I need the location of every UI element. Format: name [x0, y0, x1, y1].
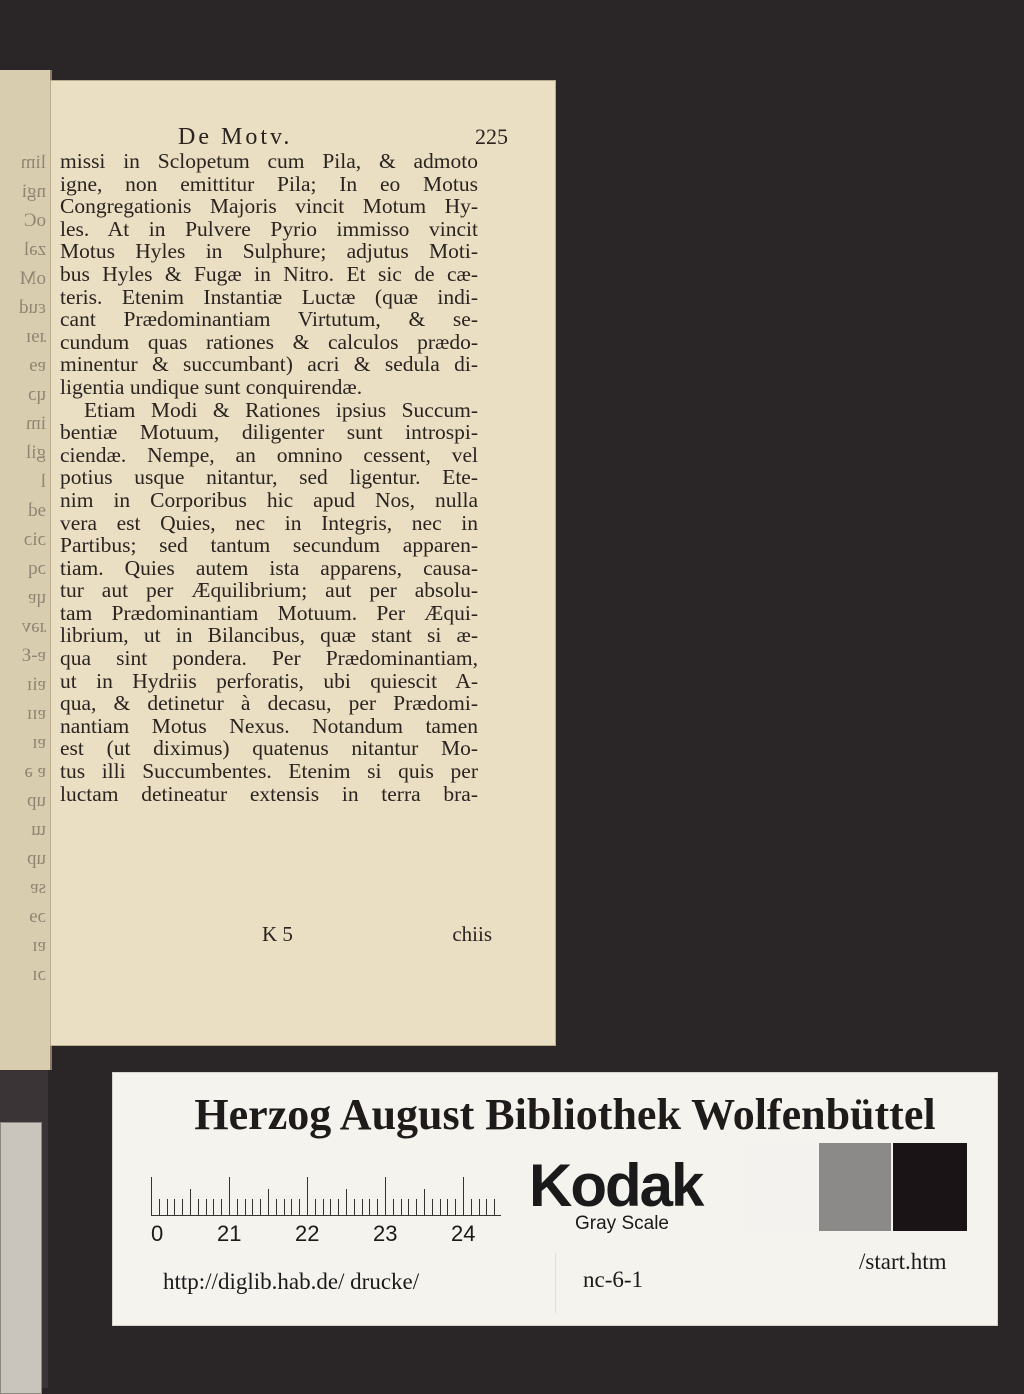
ruler-tick [323, 1199, 324, 1215]
left-page-fragment: ɐ ǝ [24, 761, 46, 782]
book-cover-edge [0, 1070, 48, 1388]
text-line: les. At in Pulvere Pyrio immisso vincit [60, 216, 478, 241]
swatch-white [743, 1143, 817, 1231]
left-page-fragment: oM [19, 268, 46, 289]
left-page-fragment: ɐɪɪ [27, 703, 46, 724]
item-id: nc-6-1 [583, 1267, 644, 1292]
ruler-number: 22 [295, 1221, 320, 1246]
running-title: De Motv. [178, 124, 293, 150]
text-line: tus illi Succumbentes. Etenim si quis per [60, 759, 478, 784]
left-page-fragment: sɐ [30, 877, 46, 898]
body-text [60, 150, 478, 805]
text-line: tur aut per Æquilibrium; aut per absolu- [60, 578, 478, 603]
text-line: ut in Hydriis perforatis, ubi quiescit A- [60, 668, 478, 693]
ruler-tick [159, 1199, 160, 1215]
left-page-fragment: ɔiɔ [23, 529, 46, 550]
color-calibration-card [112, 1072, 998, 1326]
text-line: luctam detineatur extensis in terra bra- [60, 781, 478, 806]
left-page-fragment: ngi [21, 181, 46, 202]
ruler-tick [291, 1199, 292, 1215]
ruler-number: 23 [373, 1221, 398, 1246]
kodak-logo: Kodak [529, 1152, 703, 1219]
ruler-tick [190, 1189, 191, 1215]
ruler-tick [377, 1199, 378, 1215]
ruler-tick [479, 1199, 480, 1215]
left-page-fragment: ɥɐ [28, 587, 46, 608]
left-page-fragment: l [40, 471, 46, 492]
ruler-tick [424, 1189, 425, 1215]
left-page-fragment: oC [23, 210, 46, 231]
text-line: ligentia undique sunt conquirendæ. [60, 374, 363, 399]
ruler-tick [182, 1199, 183, 1215]
ruler-tick [151, 1177, 152, 1215]
text-line: nantiam Motus Nexus. Notandum tamen [60, 713, 478, 738]
divider [555, 1253, 556, 1313]
ruler-number: 21 [217, 1221, 242, 1246]
ruler-tick [393, 1199, 394, 1215]
ruler-tick [268, 1189, 269, 1215]
text-line: cundum quas rationes & calculos prædo- [60, 329, 478, 354]
signature-mark: K 5 [262, 922, 293, 946]
left-page-fragment: zəl [23, 239, 46, 260]
text-line: nim in Corporibus hic apud Nos, nulla [60, 487, 478, 512]
text-line: bus Hyles & Fugæ in Nitro. Et sic de cæ- [60, 261, 478, 286]
text-line: Etiam Modi & Rationes ipsius Succum- [84, 397, 478, 422]
ruler-tick [284, 1199, 285, 1215]
left-page-fragment: ɐɘ [29, 355, 46, 376]
text-line: qua sint pondera. Per Prædominantiam, [60, 646, 478, 671]
left-page-fragment: up [27, 848, 46, 869]
text-line: minentur & succumbant) acri & sedula di- [60, 352, 478, 377]
ruler-tick [463, 1177, 464, 1215]
left-page-fragment: ɘd [28, 500, 46, 521]
ruler-tick [245, 1199, 246, 1215]
text-line: tam Prædominantiam Motuum. Per Æqui- [60, 600, 478, 625]
ruler-tick [299, 1199, 300, 1215]
left-page-fragment: ɔq [28, 558, 46, 579]
left-page-fragment: ɔɘ [29, 906, 46, 927]
swatch-gray [819, 1143, 891, 1231]
ruler-tick [206, 1199, 207, 1215]
gray-scale-label: Gray Scale [575, 1213, 669, 1234]
ruler-tick [213, 1199, 214, 1215]
ruler-tick [401, 1199, 402, 1215]
ruler-tick [330, 1199, 331, 1215]
ruler-tick [198, 1199, 199, 1215]
ruler-tick [416, 1199, 417, 1215]
text-line: qua, & detinetur à decasu, per Prædomi- [60, 691, 478, 716]
text-line: cant Prædominantiam Virtutum, & se- [60, 307, 478, 332]
text-line: ciendæ. Nempe, an omnino cessent, vel [60, 442, 478, 467]
left-page-fragment: ɐɪ [32, 732, 46, 753]
left-page-fragment: ɹɘɪ [25, 326, 46, 347]
text-line: Congregationis Majoris vincit Motum Hy- [60, 194, 478, 219]
left-page-fragment: lim [20, 152, 46, 173]
text-line: Partibus; sed tantum secundum apparen- [60, 533, 478, 558]
ruler-tick [362, 1199, 363, 1215]
ruler-tick [432, 1199, 433, 1215]
left-page-edge [0, 70, 52, 1070]
ruler-tick [315, 1199, 316, 1215]
page-footer [262, 922, 492, 948]
text-line: bentiæ Motuum, diligenter sunt introspi- [60, 420, 478, 445]
ruler-tick [260, 1199, 261, 1215]
ruler-tick [369, 1199, 370, 1215]
ruler-tick [440, 1199, 441, 1215]
library-name: Herzog August Bibliothek Wolfenbüttel [194, 1090, 936, 1139]
catchword: chiis [452, 922, 492, 946]
ruler-tick [408, 1199, 409, 1215]
ruler [151, 1177, 501, 1249]
left-page-fragment: ɥɔ [28, 384, 46, 405]
digital-library-url: http://diglib.hab.de/ drucke/ [163, 1269, 420, 1294]
ruler-tick [276, 1199, 277, 1215]
left-page-fragment: up [27, 790, 46, 811]
text-line: teris. Etenim Instantiæ Luctæ (quæ indi- [60, 284, 478, 309]
ruler-tick [338, 1199, 339, 1215]
text-line: vera est Quies, nec in Integris, nec in [60, 510, 478, 535]
ruler-tick [385, 1177, 386, 1215]
left-page-fragment: ɛud [19, 297, 46, 318]
paper-slip [0, 1122, 42, 1394]
text-line: missi in Sclopetum cum Pila, & admoto [60, 149, 478, 173]
swatch-black [893, 1143, 967, 1231]
start-path: /start.htm [859, 1249, 947, 1274]
ruler-tick [252, 1199, 253, 1215]
ruler-tick [486, 1199, 487, 1215]
left-page-fragment: ɯ [31, 819, 46, 840]
left-page-fragment: ɐiɪ [27, 674, 46, 695]
left-page-fragment: ɐ-Ɛ [21, 645, 46, 666]
text-line: est (ut diximus) quatenus nitantur Mo- [60, 736, 478, 761]
ruler-tick [354, 1199, 355, 1215]
text-line: potius usque nitantur, sed ligentur. Ete- [60, 465, 478, 490]
text-line: Motus Hyles in Sulphure; adjutus Moti- [60, 239, 478, 264]
ruler-tick [237, 1199, 238, 1215]
scanned-page [50, 80, 556, 1046]
left-page-fragment: ɔɪ [32, 964, 46, 985]
page-number: 225 [475, 124, 508, 149]
ruler-number: 0 [151, 1221, 164, 1246]
ruler-tick [471, 1199, 472, 1215]
ruler-ticks [151, 1177, 501, 1216]
ruler-tick [221, 1199, 222, 1215]
ruler-tick [455, 1199, 456, 1215]
left-page-fragment: gil [25, 442, 46, 463]
ruler-tick [307, 1177, 308, 1215]
text-line: librium, ut in Bilancibus, quæ stant si æ- [60, 623, 478, 648]
text-line: tiam. Quies autem ista apparens, causa- [60, 555, 478, 580]
left-page-fragment: im [25, 413, 46, 434]
text-line: igne, non emittitur Pila; In eo Motus [60, 171, 478, 196]
ruler-tick [174, 1199, 175, 1215]
ruler-tick [494, 1199, 495, 1215]
ruler-number: 24 [451, 1221, 476, 1246]
ruler-tick [229, 1177, 230, 1215]
ruler-tick [447, 1199, 448, 1215]
ruler-tick [167, 1199, 168, 1215]
left-page-fragment: ɐɪ [32, 935, 46, 956]
left-page-fragment: ɹəv [21, 616, 46, 637]
ruler-tick [346, 1189, 347, 1215]
